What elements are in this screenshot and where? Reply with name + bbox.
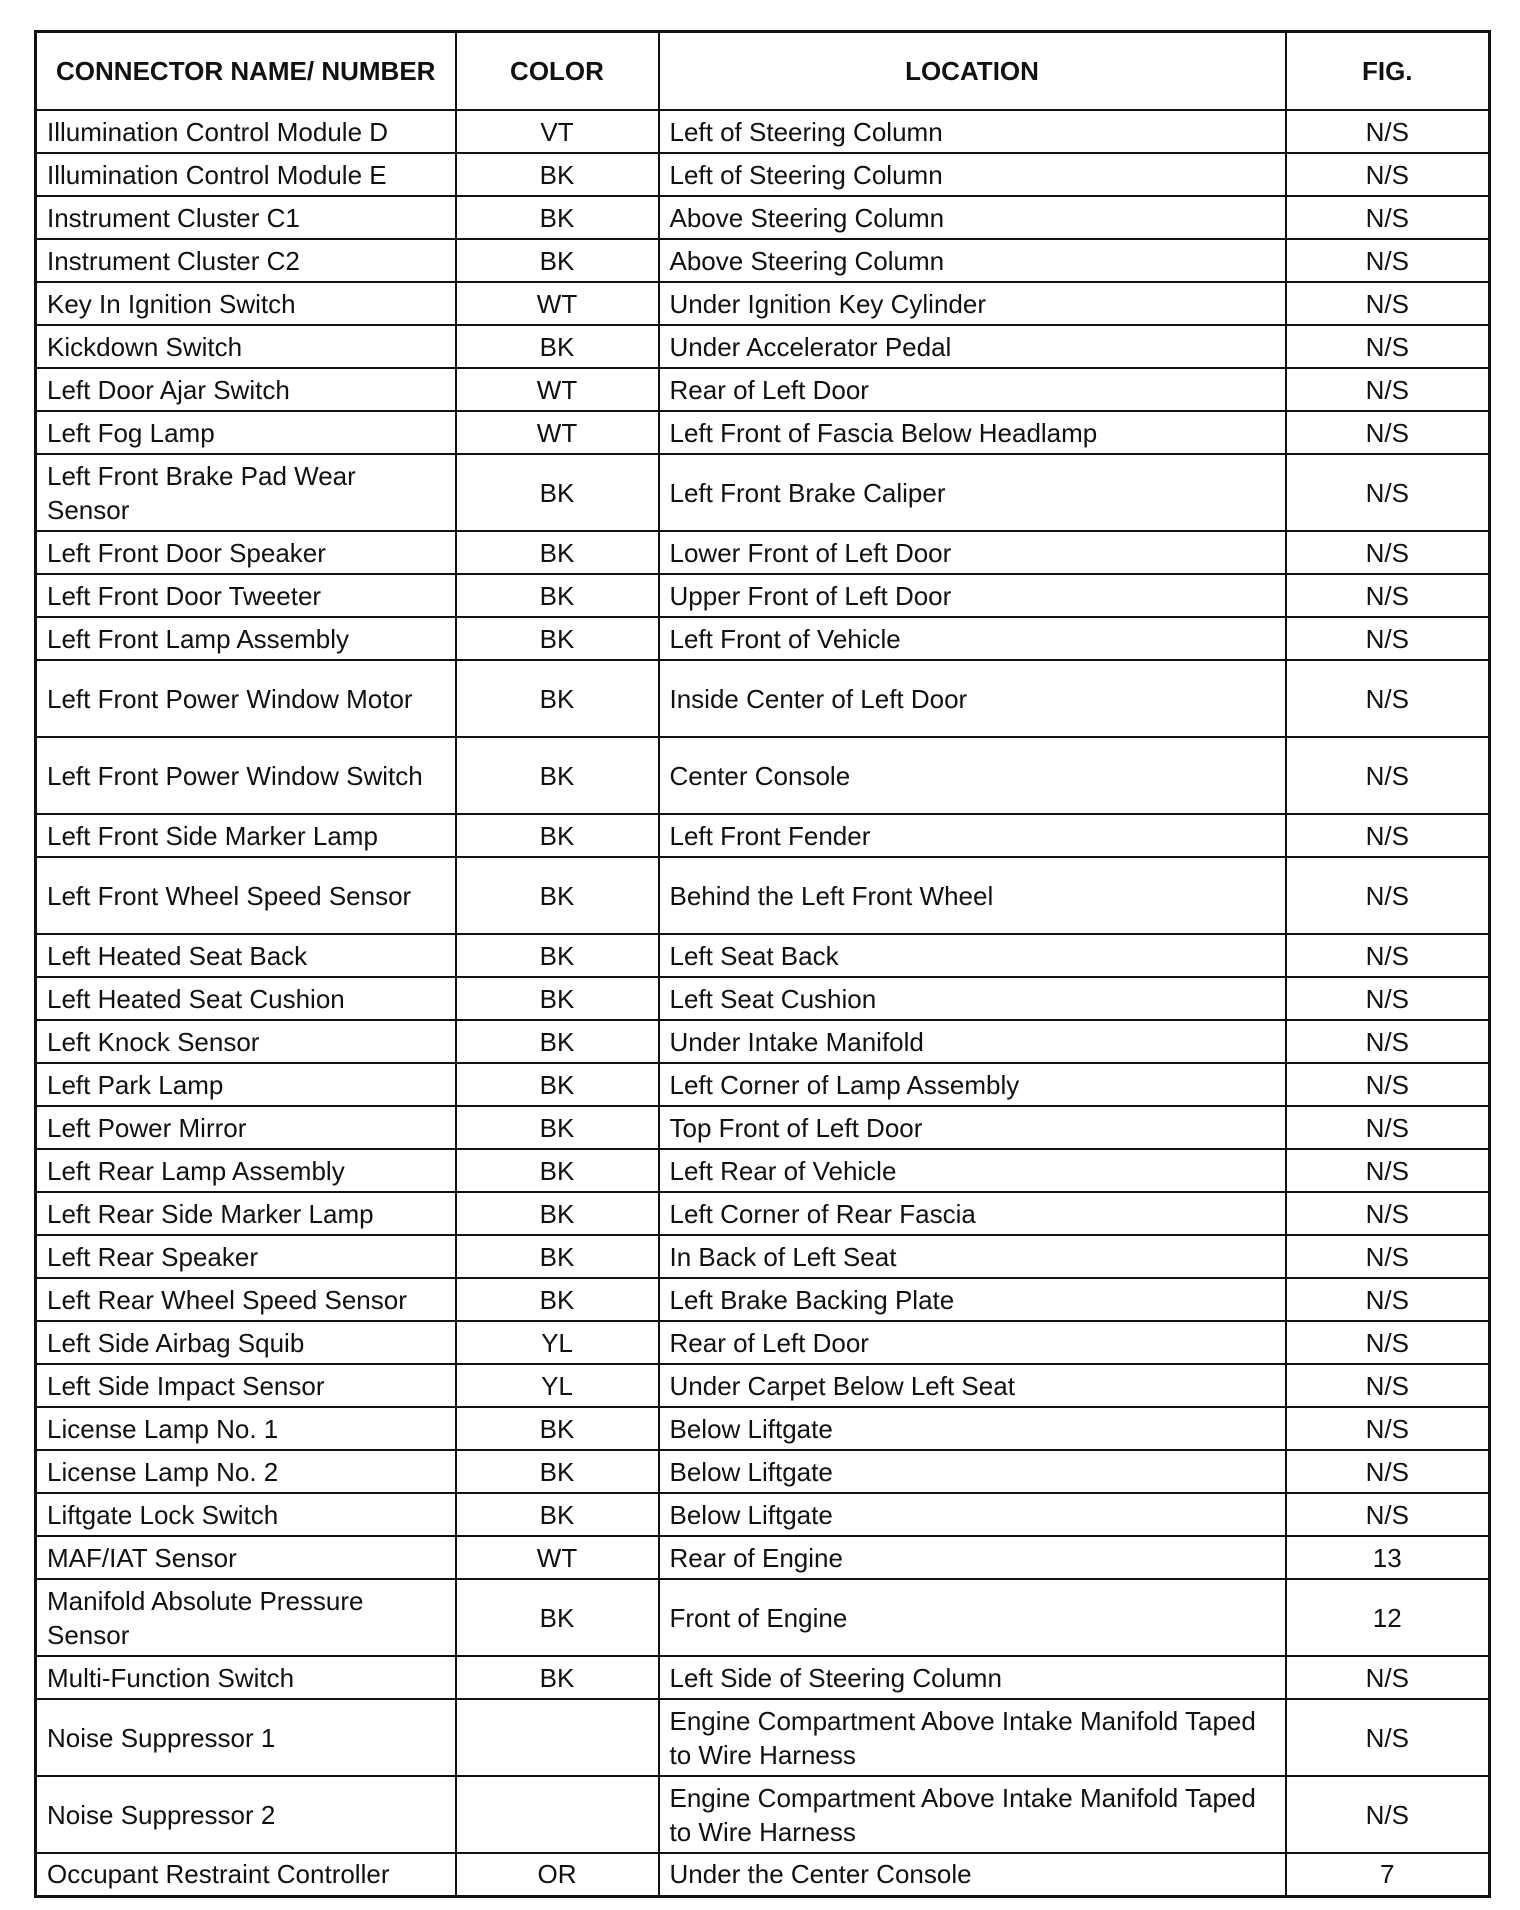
location-cell: Above Steering Column xyxy=(659,196,1286,239)
color-cell: BK xyxy=(456,531,659,574)
location-cell: Left of Steering Column xyxy=(659,110,1286,153)
connector-name-cell: Manifold Absolute Pressure Sensor xyxy=(36,1579,456,1656)
fig-cell: N/S xyxy=(1286,1407,1490,1450)
table-row xyxy=(36,1579,1490,1656)
fig-cell: N/S xyxy=(1286,239,1490,282)
color-cell: BK xyxy=(456,196,659,239)
location-cell: Left Seat Cushion xyxy=(659,977,1286,1020)
fig-cell: 7 xyxy=(1286,1853,1490,1896)
fig-cell: 12 xyxy=(1286,1579,1490,1656)
location-cell: Left Front Brake Caliper xyxy=(659,454,1286,531)
connector-name-cell: Left Front Door Speaker xyxy=(36,531,456,574)
color-cell: BK xyxy=(456,1407,659,1450)
location-cell: In Back of Left Seat xyxy=(659,1235,1286,1278)
table-row xyxy=(36,1106,1490,1149)
location-cell: Left of Steering Column xyxy=(659,153,1286,196)
connector-name-cell: Left Rear Speaker xyxy=(36,1235,456,1278)
fig-cell: N/S xyxy=(1286,1192,1490,1235)
color-cell xyxy=(456,1699,659,1776)
fig-cell: N/S xyxy=(1286,454,1490,531)
table-row xyxy=(36,1493,1490,1536)
color-cell: WT xyxy=(456,368,659,411)
table-row xyxy=(36,454,1490,531)
fig-cell: N/S xyxy=(1286,617,1490,660)
table-row xyxy=(36,531,1490,574)
fig-cell: N/S xyxy=(1286,1235,1490,1278)
location-cell: Under the Center Console xyxy=(659,1853,1286,1896)
location-cell: Lower Front of Left Door xyxy=(659,531,1286,574)
location-cell: Left Front Fender xyxy=(659,814,1286,857)
fig-cell: N/S xyxy=(1286,1149,1490,1192)
color-cell: WT xyxy=(456,411,659,454)
fig-cell: 13 xyxy=(1286,1536,1490,1579)
connector-name-cell: Noise Suppressor 1 xyxy=(36,1699,456,1776)
color-cell: BK xyxy=(456,325,659,368)
table-row xyxy=(36,1656,1490,1699)
location-cell: Left Front of Vehicle xyxy=(659,617,1286,660)
fig-cell: N/S xyxy=(1286,1450,1490,1493)
table-row xyxy=(36,411,1490,454)
fig-cell: N/S xyxy=(1286,1656,1490,1699)
color-cell: YL xyxy=(456,1364,659,1407)
location-cell: Left Seat Back xyxy=(659,934,1286,977)
table-row xyxy=(36,660,1490,737)
color-cell: BK xyxy=(456,1235,659,1278)
color-cell: BK xyxy=(456,454,659,531)
table-row xyxy=(36,977,1490,1020)
connector-name-cell: Left Front Lamp Assembly xyxy=(36,617,456,660)
location-cell: Below Liftgate xyxy=(659,1493,1286,1536)
color-cell: BK xyxy=(456,153,659,196)
table-row xyxy=(36,1699,1490,1776)
table-row xyxy=(36,325,1490,368)
fig-cell: N/S xyxy=(1286,1321,1490,1364)
fig-cell: N/S xyxy=(1286,574,1490,617)
connector-name-cell: Left Rear Wheel Speed Sensor xyxy=(36,1278,456,1321)
connector-name-cell: Left Front Side Marker Lamp xyxy=(36,814,456,857)
table-row xyxy=(36,1407,1490,1450)
header-location: LOCATION xyxy=(659,32,1286,111)
fig-cell: N/S xyxy=(1286,1493,1490,1536)
connector-name-cell: Kickdown Switch xyxy=(36,325,456,368)
connector-name-cell: Left Side Airbag Squib xyxy=(36,1321,456,1364)
location-cell: Center Console xyxy=(659,737,1286,814)
location-cell: Behind the Left Front Wheel xyxy=(659,857,1286,934)
fig-cell: N/S xyxy=(1286,1063,1490,1106)
connector-name-cell: Left Park Lamp xyxy=(36,1063,456,1106)
header-connector-name: CONNECTOR NAME/ NUMBER xyxy=(36,32,456,111)
table-row xyxy=(36,1063,1490,1106)
connector-name-cell: Left Front Wheel Speed Sensor xyxy=(36,857,456,934)
color-cell: BK xyxy=(456,617,659,660)
fig-cell: N/S xyxy=(1286,325,1490,368)
connector-name-cell: Instrument Cluster C1 xyxy=(36,196,456,239)
table-row xyxy=(36,1536,1490,1579)
location-cell: Under Accelerator Pedal xyxy=(659,325,1286,368)
connector-name-cell: Left Heated Seat Back xyxy=(36,934,456,977)
color-cell: BK xyxy=(456,857,659,934)
color-cell: VT xyxy=(456,110,659,153)
color-cell: BK xyxy=(456,574,659,617)
table-row xyxy=(36,617,1490,660)
connector-name-cell: Left Knock Sensor xyxy=(36,1020,456,1063)
location-cell: Upper Front of Left Door xyxy=(659,574,1286,617)
color-cell: BK xyxy=(456,1656,659,1699)
color-cell: WT xyxy=(456,1536,659,1579)
connector-name-cell: Illumination Control Module D xyxy=(36,110,456,153)
connector-name-cell: Left Fog Lamp xyxy=(36,411,456,454)
location-cell: Engine Compartment Above Intake Manifold Taped to Wire Harness xyxy=(659,1699,1286,1776)
fig-cell: N/S xyxy=(1286,660,1490,737)
location-cell: Left Front of Fascia Below Headlamp xyxy=(659,411,1286,454)
location-cell: Above Steering Column xyxy=(659,239,1286,282)
color-cell: BK xyxy=(456,977,659,1020)
fig-cell: N/S xyxy=(1286,110,1490,153)
fig-cell: N/S xyxy=(1286,977,1490,1020)
connector-name-cell: Left Front Power Window Switch xyxy=(36,737,456,814)
fig-cell: N/S xyxy=(1286,411,1490,454)
table-row xyxy=(36,1020,1490,1063)
connector-name-cell: MAF/IAT Sensor xyxy=(36,1536,456,1579)
color-cell: BK xyxy=(456,814,659,857)
location-cell: Rear of Left Door xyxy=(659,1321,1286,1364)
color-cell: OR xyxy=(456,1853,659,1896)
connector-name-cell: Left Heated Seat Cushion xyxy=(36,977,456,1020)
table-row xyxy=(36,1321,1490,1364)
table-row xyxy=(36,1192,1490,1235)
color-cell: BK xyxy=(456,1278,659,1321)
table-row xyxy=(36,1450,1490,1493)
connector-name-cell: Liftgate Lock Switch xyxy=(36,1493,456,1536)
location-cell: Under Ignition Key Cylinder xyxy=(659,282,1286,325)
color-cell: BK xyxy=(456,1579,659,1656)
table-row xyxy=(36,814,1490,857)
fig-cell: N/S xyxy=(1286,934,1490,977)
location-cell: Top Front of Left Door xyxy=(659,1106,1286,1149)
connector-name-cell: Left Rear Lamp Assembly xyxy=(36,1149,456,1192)
color-cell: BK xyxy=(456,239,659,282)
connector-name-cell: Left Front Brake Pad Wear Sensor xyxy=(36,454,456,531)
location-cell: Left Corner of Lamp Assembly xyxy=(659,1063,1286,1106)
color-cell: BK xyxy=(456,737,659,814)
header-row xyxy=(36,32,1490,111)
connector-name-cell: Left Rear Side Marker Lamp xyxy=(36,1192,456,1235)
location-cell: Left Corner of Rear Fascia xyxy=(659,1192,1286,1235)
location-cell: Left Side of Steering Column xyxy=(659,1656,1286,1699)
table-row xyxy=(36,1853,1490,1896)
location-cell: Front of Engine xyxy=(659,1579,1286,1656)
table-row xyxy=(36,110,1490,153)
fig-cell: N/S xyxy=(1286,196,1490,239)
table-row xyxy=(36,196,1490,239)
table-row xyxy=(36,1149,1490,1192)
location-cell: Engine Compartment Above Intake Manifold Taped to Wire Harness xyxy=(659,1776,1286,1853)
connector-name-cell: Instrument Cluster C2 xyxy=(36,239,456,282)
table-row xyxy=(36,857,1490,934)
header-color: COLOR xyxy=(456,32,659,111)
table-row xyxy=(36,239,1490,282)
fig-cell: N/S xyxy=(1286,1106,1490,1149)
color-cell: BK xyxy=(456,1020,659,1063)
color-cell: BK xyxy=(456,1450,659,1493)
location-cell: Left Rear of Vehicle xyxy=(659,1149,1286,1192)
table-row xyxy=(36,737,1490,814)
fig-cell: N/S xyxy=(1286,857,1490,934)
color-cell xyxy=(456,1776,659,1853)
location-cell: Below Liftgate xyxy=(659,1407,1286,1450)
connector-name-cell: Left Door Ajar Switch xyxy=(36,368,456,411)
table-row xyxy=(36,1235,1490,1278)
table-row xyxy=(36,153,1490,196)
table-row xyxy=(36,1364,1490,1407)
fig-cell: N/S xyxy=(1286,814,1490,857)
fig-cell: N/S xyxy=(1286,282,1490,325)
fig-cell: N/S xyxy=(1286,1776,1490,1853)
connector-name-cell: Occupant Restraint Controller xyxy=(36,1853,456,1896)
color-cell: BK xyxy=(456,1106,659,1149)
color-cell: BK xyxy=(456,1149,659,1192)
location-cell: Below Liftgate xyxy=(659,1450,1286,1493)
connector-name-cell: Key In Ignition Switch xyxy=(36,282,456,325)
connector-name-cell: Left Side Impact Sensor xyxy=(36,1364,456,1407)
table-row xyxy=(36,282,1490,325)
connector-name-cell: Noise Suppressor 2 xyxy=(36,1776,456,1853)
table-row xyxy=(36,574,1490,617)
connector-name-cell: Left Power Mirror xyxy=(36,1106,456,1149)
color-cell: WT xyxy=(456,282,659,325)
fig-cell: N/S xyxy=(1286,1020,1490,1063)
connector-table xyxy=(34,30,1491,1898)
fig-cell: N/S xyxy=(1286,153,1490,196)
table-row xyxy=(36,1278,1490,1321)
color-cell: BK xyxy=(456,660,659,737)
fig-cell: N/S xyxy=(1286,1278,1490,1321)
location-cell: Inside Center of Left Door xyxy=(659,660,1286,737)
connector-name-cell: License Lamp No. 2 xyxy=(36,1450,456,1493)
location-cell: Rear of Engine xyxy=(659,1536,1286,1579)
connector-name-cell: Multi-Function Switch xyxy=(36,1656,456,1699)
connector-name-cell: Left Front Power Window Motor xyxy=(36,660,456,737)
color-cell: BK xyxy=(456,934,659,977)
color-cell: BK xyxy=(456,1192,659,1235)
fig-cell: N/S xyxy=(1286,1699,1490,1776)
connector-name-cell: Left Front Door Tweeter xyxy=(36,574,456,617)
connector-name-cell: License Lamp No. 1 xyxy=(36,1407,456,1450)
table-row xyxy=(36,934,1490,977)
header-fig: FIG. xyxy=(1286,32,1490,111)
table-row xyxy=(36,1776,1490,1853)
table-row xyxy=(36,368,1490,411)
location-cell: Under Intake Manifold xyxy=(659,1020,1286,1063)
color-cell: BK xyxy=(456,1493,659,1536)
fig-cell: N/S xyxy=(1286,1364,1490,1407)
fig-cell: N/S xyxy=(1286,531,1490,574)
location-cell: Left Brake Backing Plate xyxy=(659,1278,1286,1321)
connector-name-cell: Illumination Control Module E xyxy=(36,153,456,196)
fig-cell: N/S xyxy=(1286,368,1490,411)
fig-cell: N/S xyxy=(1286,737,1490,814)
color-cell: YL xyxy=(456,1321,659,1364)
location-cell: Rear of Left Door xyxy=(659,368,1286,411)
color-cell: BK xyxy=(456,1063,659,1106)
location-cell: Under Carpet Below Left Seat xyxy=(659,1364,1286,1407)
